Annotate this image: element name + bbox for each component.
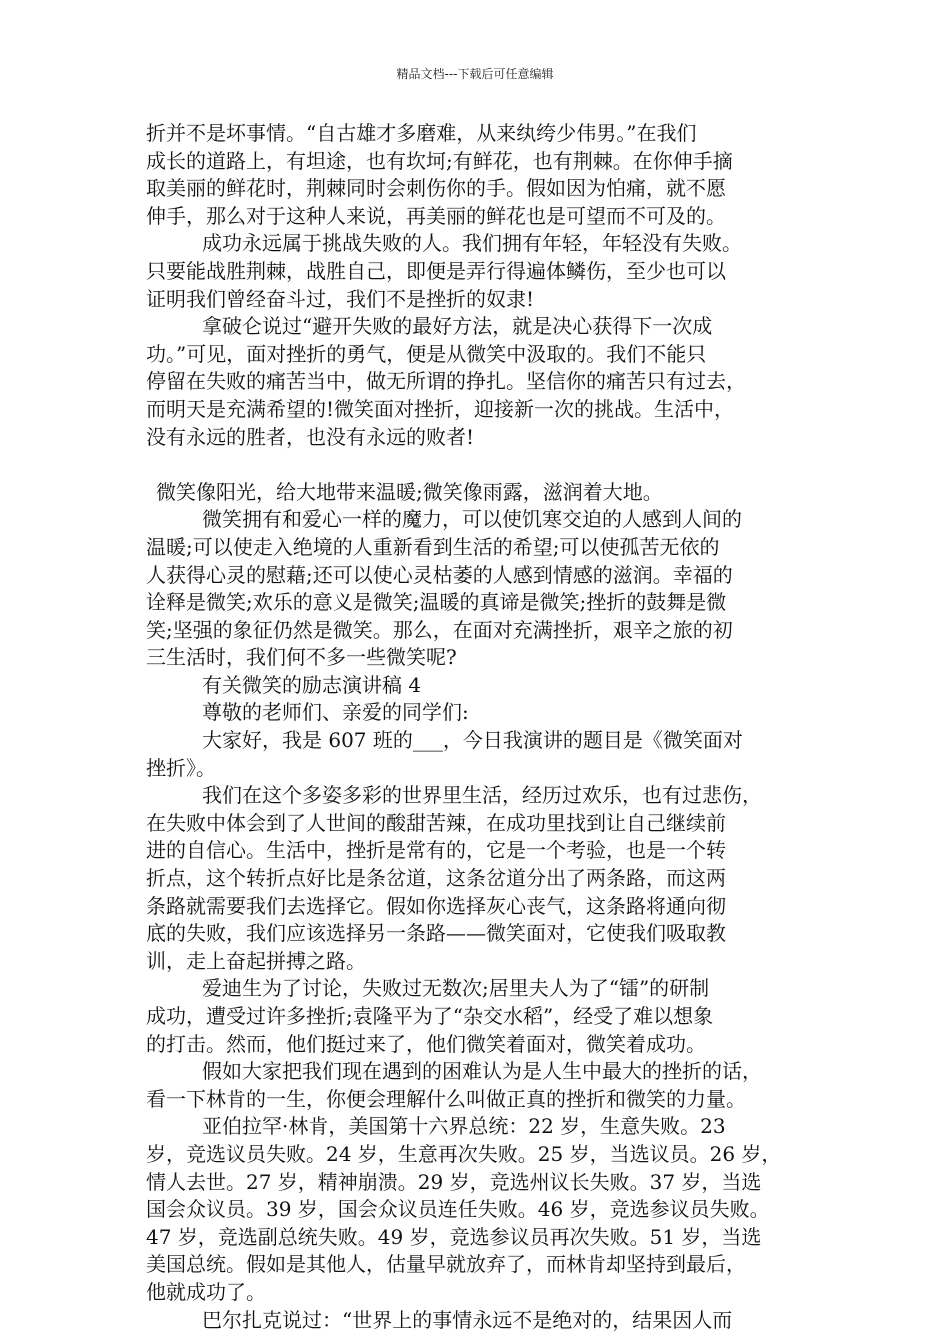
- text-line: 三生活时，我们何不多一些微笑呢?: [146, 645, 457, 670]
- blank-line: [146, 451, 806, 479]
- text-line: 进的自信心。生活中，挫折是常有的，它是一个考验，也是一个转: [146, 838, 726, 863]
- page-header: 精品文档---下载后可任意编辑: [396, 67, 554, 81]
- text-line: 诠释是微笑;欢乐的意义是微笑;温暖的真谛是微笑;挫折的鼓舞是微: [146, 590, 727, 615]
- text-line: 巴尔扎克说过：“世界上的事情永远不是绝对的，结果因人而: [202, 1307, 733, 1332]
- text-line: 拿破仑说过“避开失败的最好方法，就是决心获得下一次成: [202, 314, 713, 339]
- text-line: 爱迪生为了讨论，失败过无数次;居里夫人为了“镭”的研制: [202, 976, 710, 1001]
- text-line: 情人去世。27 岁，精神崩溃。29 岁，竞选州议长失败。37 岁，当选: [146, 1169, 762, 1194]
- text-line: 训，走上奋起拼搏之路。: [146, 948, 366, 973]
- text-line: 证明我们曾经奋斗过，我们不是挫折的奴隶!: [146, 286, 535, 311]
- text-line: 我们在这个多姿多彩的世界里生活，经历过欢乐，也有过悲伤，: [202, 783, 762, 808]
- text-line: 只要能战胜荆棘，战胜自己，即便是弄行得遍体鳞伤，至少也可以: [146, 258, 726, 283]
- section-heading: 有关微笑的励志演讲稿 4: [202, 672, 422, 697]
- text-line: 折点，这个转折点好比是条岔道，这条岔道分出了两条路，而这两: [146, 866, 726, 891]
- text-line: 折并不是坏事情。“自古雄才多磨难，从来纨绔少伟男。”在我们: [146, 121, 697, 145]
- text-line: 功。”可见，面对挫折的勇气，便是从微笑中汲取的。我们不能只: [146, 341, 707, 366]
- text-line: 微笑像阳光，给大地带来温暖;微笑像雨露，滋润着大地。: [156, 479, 663, 504]
- text-line: 取美丽的鲜花时，荆棘同时会刺伤你的手。假如因为怕痛，就不愿: [146, 176, 726, 201]
- text-line: 大家好，我是 607 班的___，今日我演讲的题目是《微笑面对: [202, 728, 743, 753]
- text-line: 底的失败，我们应该选择另一条路——微笑面对，它使我们吸取教: [146, 921, 726, 946]
- text-line: 岁，竞选议员失败。24 岁，生意再次失败。25 岁，当选议员。26 岁，: [146, 1141, 782, 1166]
- text-line: 47 岁，竞选副总统失败。49 岁，竞选参议员再次失败。51 岁，当选: [146, 1224, 762, 1249]
- text-line: 的打击。然而，他们挺过来了，他们微笑着面对，微笑着成功。: [146, 1031, 706, 1056]
- text-line: 没有永远的胜者，也没有永远的败者!: [146, 424, 475, 449]
- salutation: 尊敬的老师们、亲爱的同学们:: [202, 700, 469, 725]
- text-line: 停留在失败的痛苦当中，做无所谓的挣扎。坚信你的痛苦只有过去，: [146, 369, 746, 394]
- text-line: 成功永远属于挑战失败的人。我们拥有年轻，年轻没有失败。: [202, 231, 742, 256]
- text-line: 人获得心灵的慰藉;还可以使心灵枯萎的人感到情感的滋润。幸福的: [146, 562, 733, 587]
- text-line: 笑;坚强的象征仍然是微笑。那么，在面对充满挫折，艰辛之旅的初: [146, 617, 733, 642]
- text-line: 温暖;可以使走入绝境的人重新看到生活的希望;可以使孤苦无依的: [146, 534, 720, 559]
- text-line: 亚伯拉罕·林肯，美国第十六界总统：22 岁，生意失败。23: [202, 1114, 726, 1139]
- text-line: 条路就需要我们去选择它。假如你选择灰心丧气，这条路将通向彻: [146, 893, 726, 918]
- text-line: 看一下林肯的一生，你便会理解什么叫做正真的挫折和微笑的力量。: [146, 1086, 746, 1111]
- document-body: [146, 120, 806, 1334]
- text-line: 挫折》。: [146, 755, 216, 780]
- text-line: 在失败中体会到了人世间的酸甜苦辣，在成功里找到让自己继续前: [146, 810, 726, 835]
- text-line: 成长的道路上，有坦途，也有坎坷;有鲜花，也有荆棘。在你伸手摘: [146, 148, 733, 173]
- text-line: 他就成功了。: [146, 1279, 266, 1304]
- text-line: 国会众议员。39 岁，国会众议员连任失败。46 岁，竞选参议员失败。: [146, 1197, 770, 1222]
- text-line: 微笑拥有和爱心一样的魔力，可以使饥寒交迫的人感到人间的: [202, 507, 742, 532]
- text-line: 美国总统。假如是其他人，估量早就放弃了，而林肯却坚持到最后，: [146, 1252, 746, 1277]
- text-line: 而明天是充满希望的!微笑面对挫折，迎接新一次的挑战。生活中，: [146, 396, 735, 421]
- text-line: 假如大家把我们现在遇到的困难认为是人生中最大的挫折的话，: [202, 1059, 762, 1084]
- text-line: 伸手，那么对于这种人来说，再美丽的鲜花也是可望而不可及的。: [146, 203, 726, 228]
- text-line: 成功，遭受过许多挫折;袁隆平为了“杂交水稻”，经受了难以想象: [146, 1004, 714, 1028]
